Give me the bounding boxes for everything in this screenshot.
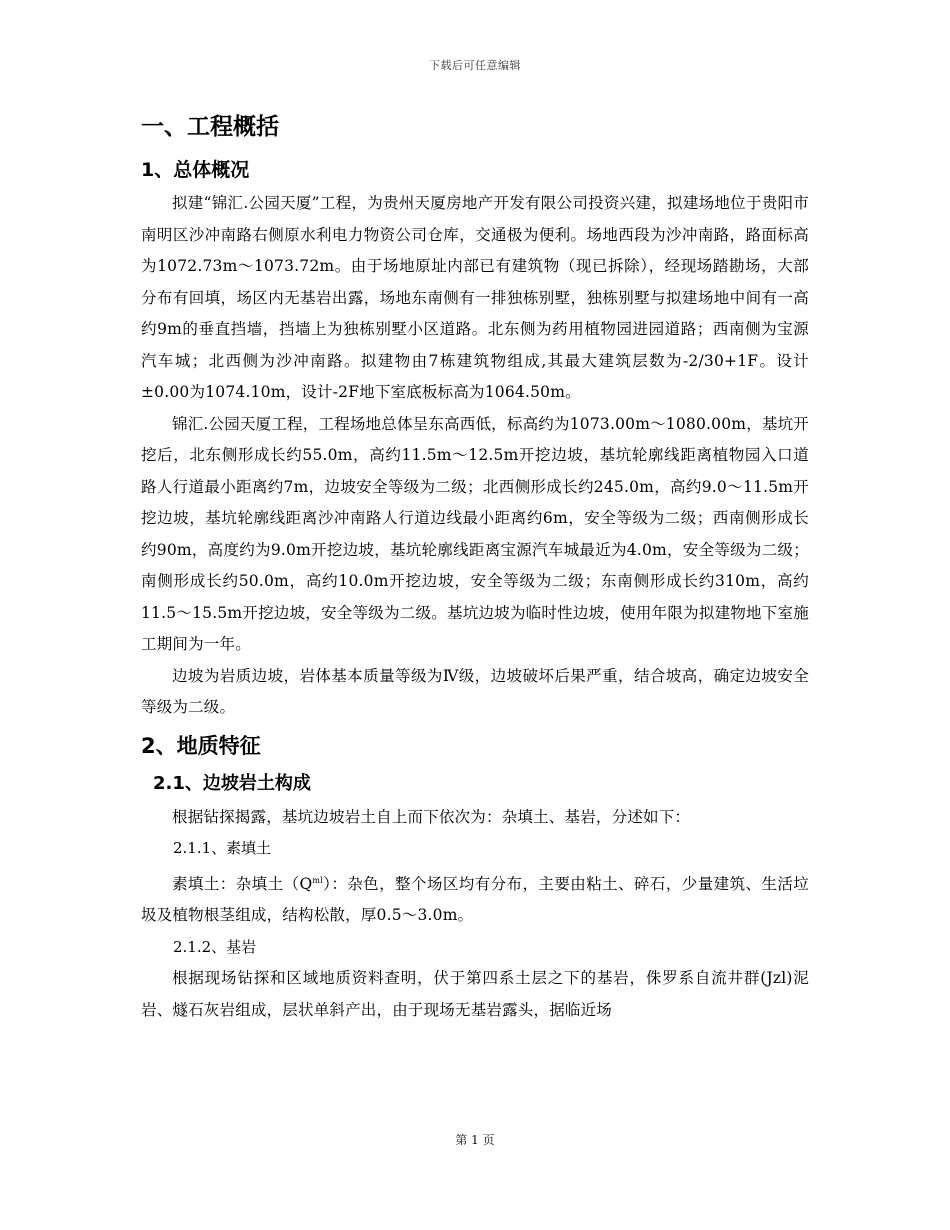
section-2-heading: 2、地质特征 [141, 733, 261, 758]
subsection-1-1-heading: 1、总体概况 [141, 159, 250, 181]
page-header: 下载后可任意编辑 [429, 59, 521, 72]
paragraph-overview-2: 锦汇.公园天厦工程，工程场地总体呈东高西低，标高约为1073.00m～1080.00m，基坑开挖后，北东侧形成长约55.0m，高约11.5m～12.5m开挖边坡，基坑轮廓线距离植物园入口道路人行道最小距离约7m，边坡安全等级为二级；北西侧形成长约245.0m，高约9.0～11.5m开挖边坡，基坑轮廓线距离沙冲南路人行道边线最小距离约6m，安全等级为二级；西南侧形成长约90m，高度约为9.0m开挖边坡，基坑轮廓线距离宝源汽车城最近为4.0m，安全等级为二级；南侧形成长约50.0m，高约10.0m开挖边坡，安全等级为二级；东南侧形成长约310m，高约11.5～15.5m开挖边坡，安全等级为二级。基坑边坡为临时性边坡，使用年限为拟建物地下室施工期间为一年。 [141, 414, 809, 653]
document-body [141, 110, 809, 1026]
subsection-2-1-heading: 2.1、边坡岩土构成 [153, 772, 311, 794]
subsection-2-1-2-heading: 2.1.2、基岩 [173, 937, 257, 956]
paragraph-strata-intro: 根据钻探揭露，基坑边坡岩土自上而下依次为：杂填土、基岩，分述如下： [172, 807, 691, 826]
fill-soil-text-end: ）：杂色，整个场区均有分布，主要由粘土、碎石，少量建筑、生活垃圾及植物根茎组成，结构松散，厚0.5～3.0m。 [141, 874, 809, 924]
paragraph-overview-1: 拟建“锦汇.公园天厦”工程，为贵州天厦房地产开发有限公司投资兴建，拟建场地位于贵阳市南明区沙冲南路右侧原水利电力物资公司仓库，交通极为便利。场地西段为沙冲南路，路面标高为1072.73m～1073.72m。由于场地原址内部已有建筑物（现已拆除），经现场踏勘场，大部分布有回填，场区内无基岩出露，场地东南侧有一排独栋别墅，独栋别墅与拟建场地中间有一高约9m的垂直挡墙，挡墙上为独栋别墅小区道路。北东侧为药用植物园进园道路；西南侧为宝源汽车城；北西侧为沙冲南路。拟建物由7栋建筑物组成,其最大建筑层数为-2/30+1F。设计±0.00为1074.10m，设计-2F地下室底板标高为1064.50m。 [141, 194, 809, 401]
paragraph-bedrock: 根据现场钻探和区域地质资料查明，伏于第四系土层之下的基岩，侏罗系自流井群(Jzl)泥岩、燧石灰岩组成，层状单斜产出，由于现场无基岩露头，据临近场 [141, 969, 809, 1019]
fill-soil-superscript: ml [312, 875, 323, 885]
paragraph-overview-3: 边坡为岩质边坡，岩体基本质量等级为Ⅳ级，边坡破坏后果严重，结合坡高，确定边坡安全等级为二级。 [141, 666, 809, 716]
fill-soil-text-start: 素填土：杂填土（Q [172, 874, 313, 893]
section-1-heading: 一、工程概括 [141, 114, 279, 140]
subsection-2-1-1-heading: 2.1.1、素填土 [173, 839, 272, 857]
paragraph-fill-soil [141, 865, 809, 932]
page-footer: 第 1 页 [455, 1133, 495, 1147]
